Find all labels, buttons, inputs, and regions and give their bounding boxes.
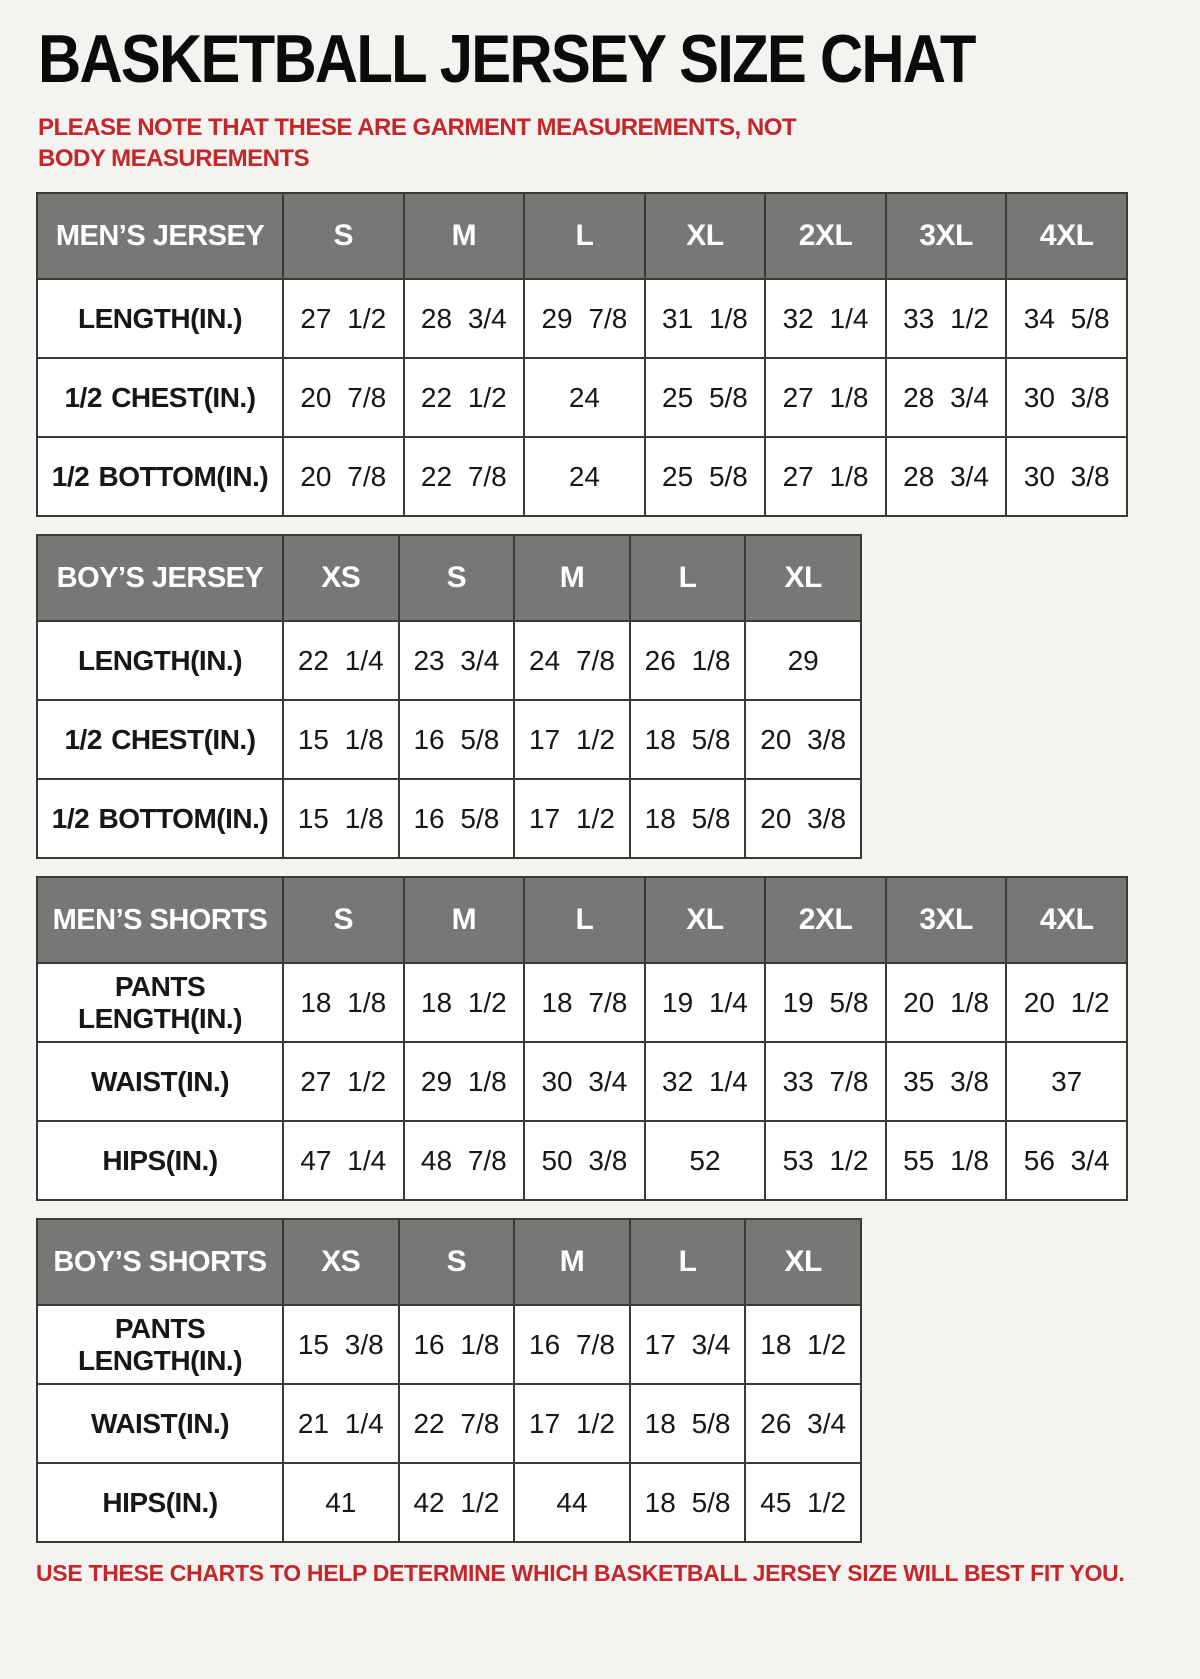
measurement-value: 22 1/4 <box>283 621 399 700</box>
measurement-value: 20 3/8 <box>745 700 861 779</box>
garment-measurement-note: PLEASE NOTE THAT THESE ARE GARMENT MEASUREMENTS, NOT BODY MEASUREMENTS <box>38 114 797 173</box>
measurement-value: 47 1/4 <box>283 1121 404 1200</box>
measurement-value: 24 <box>524 437 645 516</box>
measurement-value: 28 3/4 <box>404 279 525 358</box>
mens-shorts-size-header: L <box>524 877 645 963</box>
mens-jersey-size-header: L <box>524 193 645 279</box>
boys-jersey-table <box>36 534 862 859</box>
page-title: BASKETBALL JERSEY SIZE CHAT <box>38 21 975 97</box>
row-label: HIPS(IN.) <box>37 1121 283 1200</box>
row-label: 1/2 CHEST(IN.) <box>37 700 283 779</box>
measurement-value: 30 3/8 <box>1006 437 1127 516</box>
measurement-value: 17 3/4 <box>630 1305 746 1384</box>
measurement-value: 35 3/8 <box>886 1042 1007 1121</box>
measurement-value: 41 <box>283 1463 399 1542</box>
measurement-value: 32 1/4 <box>645 1042 766 1121</box>
measurement-value: 20 1/2 <box>1006 963 1127 1042</box>
measurement-value: 25 5/8 <box>645 358 766 437</box>
row-label: 1/2 CHEST(IN.) <box>37 358 283 437</box>
mens-shorts-header-row <box>37 877 1127 963</box>
measurement-value: 28 3/4 <box>886 358 1007 437</box>
mens-shorts-row <box>37 1121 1127 1200</box>
mens-jersey-header-row <box>37 193 1127 279</box>
measurement-value: 52 <box>645 1121 766 1200</box>
boys-shorts-size-header: S <box>399 1219 515 1305</box>
fit-advice-footer: USE THESE CHARTS TO HELP DETERMINE WHICH BASKETBALL JERSEY SIZE WILL BEST FIT YOU. <box>36 1560 1125 1587</box>
measurement-value: 27 1/2 <box>283 279 404 358</box>
mens-shorts-size-header: M <box>404 877 525 963</box>
measurement-value: 27 1/2 <box>283 1042 404 1121</box>
boys-shorts-row <box>37 1384 861 1463</box>
measurement-value: 56 3/4 <box>1006 1121 1127 1200</box>
mens-shorts-size-header: 4XL <box>1006 877 1127 963</box>
boys-jersey-size-header: M <box>514 535 630 621</box>
boys-shorts-title-cell: BOY’S SHORTS <box>37 1219 283 1305</box>
measurement-value: 20 3/8 <box>745 779 861 858</box>
mens-jersey-table <box>36 192 1128 517</box>
boys-jersey-size-header: L <box>630 535 746 621</box>
measurement-value: 20 7/8 <box>283 437 404 516</box>
measurement-value: 30 3/8 <box>1006 358 1127 437</box>
mens-jersey-size-header: 2XL <box>765 193 886 279</box>
measurement-value: 15 3/8 <box>283 1305 399 1384</box>
row-label: WAIST(IN.) <box>37 1042 283 1121</box>
boys-jersey-size-header: S <box>399 535 515 621</box>
mens-jersey-size-header: M <box>404 193 525 279</box>
mens-shorts-row <box>37 1042 1127 1121</box>
mens-shorts-size-header: 2XL <box>765 877 886 963</box>
mens-jersey-size-header: 4XL <box>1006 193 1127 279</box>
measurement-value: 53 1/2 <box>765 1121 886 1200</box>
row-label: PANTS LENGTH(IN.) <box>37 963 283 1042</box>
boys-jersey-size-header: XS <box>283 535 399 621</box>
measurement-value: 19 1/4 <box>645 963 766 1042</box>
measurement-value: 18 5/8 <box>630 1463 746 1542</box>
measurement-value: 16 5/8 <box>399 779 515 858</box>
boys-jersey-header-row <box>37 535 861 621</box>
measurement-value: 22 1/2 <box>404 358 525 437</box>
boys-shorts-size-header: L <box>630 1219 746 1305</box>
measurement-value: 48 7/8 <box>404 1121 525 1200</box>
measurement-value: 37 <box>1006 1042 1127 1121</box>
measurement-value: 27 1/8 <box>765 437 886 516</box>
measurement-value: 24 7/8 <box>514 621 630 700</box>
measurement-value: 44 <box>514 1463 630 1542</box>
measurement-value: 25 5/8 <box>645 437 766 516</box>
measurement-value: 26 1/8 <box>630 621 746 700</box>
measurement-value: 18 1/2 <box>404 963 525 1042</box>
boys-jersey-title-cell: BOY’S JERSEY <box>37 535 283 621</box>
measurement-value: 19 5/8 <box>765 963 886 1042</box>
mens-jersey-size-header: XL <box>645 193 766 279</box>
measurement-value: 17 1/2 <box>514 700 630 779</box>
measurement-value: 17 1/2 <box>514 779 630 858</box>
measurement-value: 21 1/4 <box>283 1384 399 1463</box>
measurement-value: 15 1/8 <box>283 700 399 779</box>
measurement-value: 22 7/8 <box>399 1384 515 1463</box>
measurement-value: 33 7/8 <box>765 1042 886 1121</box>
boys-jersey-row <box>37 779 861 858</box>
measurement-value: 27 1/8 <box>765 358 886 437</box>
measurement-value: 24 <box>524 358 645 437</box>
mens-jersey-row <box>37 358 1127 437</box>
measurement-value: 55 1/8 <box>886 1121 1007 1200</box>
row-label: WAIST(IN.) <box>37 1384 283 1463</box>
row-label: 1/2 BOTTOM(IN.) <box>37 437 283 516</box>
measurement-value: 34 5/8 <box>1006 279 1127 358</box>
measurement-value: 16 5/8 <box>399 700 515 779</box>
row-label: HIPS(IN.) <box>37 1463 283 1542</box>
measurement-value: 29 1/8 <box>404 1042 525 1121</box>
row-label: LENGTH(IN.) <box>37 621 283 700</box>
measurement-value: 26 3/4 <box>745 1384 861 1463</box>
mens-shorts-row <box>37 963 1127 1042</box>
mens-jersey-row <box>37 437 1127 516</box>
mens-shorts-size-header: XL <box>645 877 766 963</box>
measurement-value: 45 1/2 <box>745 1463 861 1542</box>
measurement-value: 17 1/2 <box>514 1384 630 1463</box>
measurement-value: 32 1/4 <box>765 279 886 358</box>
measurement-value: 18 1/8 <box>283 963 404 1042</box>
mens-shorts-title-cell: MEN’S SHORTS <box>37 877 283 963</box>
measurement-value: 28 3/4 <box>886 437 1007 516</box>
mens-jersey-row <box>37 279 1127 358</box>
boys-shorts-size-header: XL <box>745 1219 861 1305</box>
measurement-value: 50 3/8 <box>524 1121 645 1200</box>
measurement-value: 23 3/4 <box>399 621 515 700</box>
measurement-value: 29 <box>745 621 861 700</box>
measurement-value: 18 5/8 <box>630 1384 746 1463</box>
mens-jersey-title-cell: MEN’S JERSEY <box>37 193 283 279</box>
measurement-value: 30 3/4 <box>524 1042 645 1121</box>
measurement-value: 18 1/2 <box>745 1305 861 1384</box>
boys-jersey-row <box>37 621 861 700</box>
measurement-value: 16 1/8 <box>399 1305 515 1384</box>
measurement-value: 29 7/8 <box>524 279 645 358</box>
measurement-value: 18 7/8 <box>524 963 645 1042</box>
row-label: LENGTH(IN.) <box>37 279 283 358</box>
mens-shorts-table <box>36 876 1128 1201</box>
measurement-value: 20 1/8 <box>886 963 1007 1042</box>
measurement-value: 15 1/8 <box>283 779 399 858</box>
measurement-value: 18 5/8 <box>630 700 746 779</box>
boys-shorts-row <box>37 1463 861 1542</box>
measurement-value: 16 7/8 <box>514 1305 630 1384</box>
boys-shorts-size-header: M <box>514 1219 630 1305</box>
measurement-value: 31 1/8 <box>645 279 766 358</box>
row-label: 1/2 BOTTOM(IN.) <box>37 779 283 858</box>
boys-shorts-row <box>37 1305 861 1384</box>
boys-jersey-size-header: XL <box>745 535 861 621</box>
mens-jersey-size-header: 3XL <box>886 193 1007 279</box>
boys-jersey-row <box>37 700 861 779</box>
mens-jersey-size-header: S <box>283 193 404 279</box>
measurement-value: 22 7/8 <box>404 437 525 516</box>
measurement-value: 18 5/8 <box>630 779 746 858</box>
mens-shorts-size-header: 3XL <box>886 877 1007 963</box>
boys-shorts-size-header: XS <box>283 1219 399 1305</box>
measurement-value: 20 7/8 <box>283 358 404 437</box>
mens-shorts-size-header: S <box>283 877 404 963</box>
measurement-value: 42 1/2 <box>399 1463 515 1542</box>
measurement-value: 33 1/2 <box>886 279 1007 358</box>
boys-shorts-header-row <box>37 1219 861 1305</box>
row-label: PANTS LENGTH(IN.) <box>37 1305 283 1384</box>
boys-shorts-table <box>36 1218 862 1543</box>
